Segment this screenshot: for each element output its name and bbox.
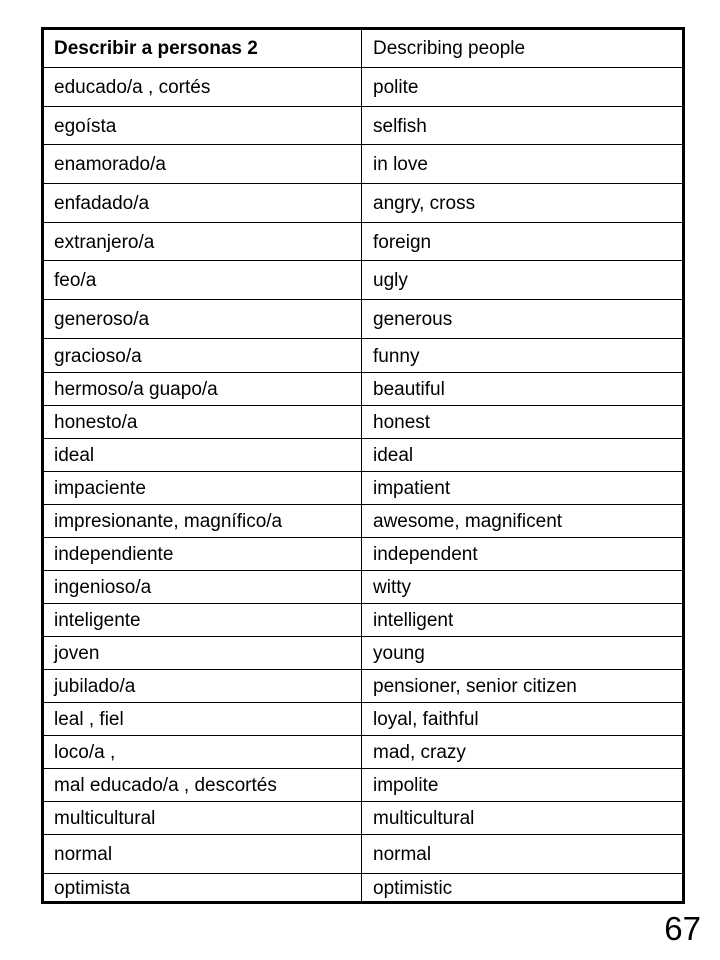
english-cell: funny <box>362 339 684 373</box>
spanish-cell: normal <box>43 835 362 874</box>
english-cell: impatient <box>362 472 684 505</box>
spanish-cell: hermoso/a guapo/a <box>43 373 362 406</box>
table-row <box>43 373 684 406</box>
table-row <box>43 769 684 802</box>
table-header-row <box>43 29 684 68</box>
table-row <box>43 223 684 261</box>
spanish-cell: egoísta <box>43 107 362 145</box>
spanish-cell: mal educado/a , descortés <box>43 769 362 802</box>
spanish-cell: generoso/a <box>43 300 362 339</box>
english-cell: angry, cross <box>362 184 684 223</box>
spanish-cell: jubilado/a <box>43 670 362 703</box>
english-cell: polite <box>362 68 684 107</box>
spanish-cell: ingenioso/a <box>43 571 362 604</box>
english-cell: pensioner, senior citizen <box>362 670 684 703</box>
table-row <box>43 406 684 439</box>
table-row <box>43 874 684 903</box>
table-row <box>43 184 684 223</box>
spanish-cell: enfadado/a <box>43 184 362 223</box>
spanish-cell: leal , fiel <box>43 703 362 736</box>
english-cell: independent <box>362 538 684 571</box>
english-cell: loyal, faithful <box>362 703 684 736</box>
table-row <box>43 802 684 835</box>
vocabulary-table <box>41 27 685 904</box>
english-cell: honest <box>362 406 684 439</box>
english-cell: normal <box>362 835 684 874</box>
table-row <box>43 670 684 703</box>
english-cell: beautiful <box>362 373 684 406</box>
english-cell: intelligent <box>362 604 684 637</box>
spanish-cell: honesto/a <box>43 406 362 439</box>
spanish-cell: ideal <box>43 439 362 472</box>
spanish-cell: joven <box>43 637 362 670</box>
english-cell: young <box>362 637 684 670</box>
english-cell: ugly <box>362 261 684 300</box>
spanish-cell: inteligente <box>43 604 362 637</box>
header-english: Describing people <box>362 29 684 68</box>
english-cell: witty <box>362 571 684 604</box>
table-row <box>43 571 684 604</box>
table-row <box>43 538 684 571</box>
table-row <box>43 300 684 339</box>
table-row <box>43 604 684 637</box>
spanish-cell: extranjero/a <box>43 223 362 261</box>
spanish-cell: loco/a , <box>43 736 362 769</box>
table-row <box>43 439 684 472</box>
english-cell: ideal <box>362 439 684 472</box>
spanish-cell: gracioso/a <box>43 339 362 373</box>
table-row <box>43 339 684 373</box>
table-row <box>43 68 684 107</box>
english-cell: in love <box>362 145 684 184</box>
english-cell: selfish <box>362 107 684 145</box>
english-cell: multicultural <box>362 802 684 835</box>
table-row <box>43 736 684 769</box>
table-row <box>43 472 684 505</box>
english-cell: awesome, magnificent <box>362 505 684 538</box>
table-row <box>43 637 684 670</box>
spanish-cell: optimista <box>43 874 362 903</box>
english-cell: optimistic <box>362 874 684 903</box>
header-spanish: Describir a personas 2 <box>43 29 362 68</box>
spanish-cell: impresionante, magnífico/a <box>43 505 362 538</box>
table-row <box>43 835 684 874</box>
english-cell: generous <box>362 300 684 339</box>
spanish-cell: multicultural <box>43 802 362 835</box>
table-row <box>43 261 684 300</box>
table-row <box>43 703 684 736</box>
spanish-cell: independiente <box>43 538 362 571</box>
spanish-cell: impaciente <box>43 472 362 505</box>
spanish-cell: enamorado/a <box>43 145 362 184</box>
table-row <box>43 107 684 145</box>
english-cell: foreign <box>362 223 684 261</box>
english-cell: impolite <box>362 769 684 802</box>
spanish-cell: educado/a , cortés <box>43 68 362 107</box>
spanish-cell: feo/a <box>43 261 362 300</box>
page-number: 67 <box>664 910 701 947</box>
table-row <box>43 505 684 538</box>
table-row <box>43 145 684 184</box>
english-cell: mad, crazy <box>362 736 684 769</box>
